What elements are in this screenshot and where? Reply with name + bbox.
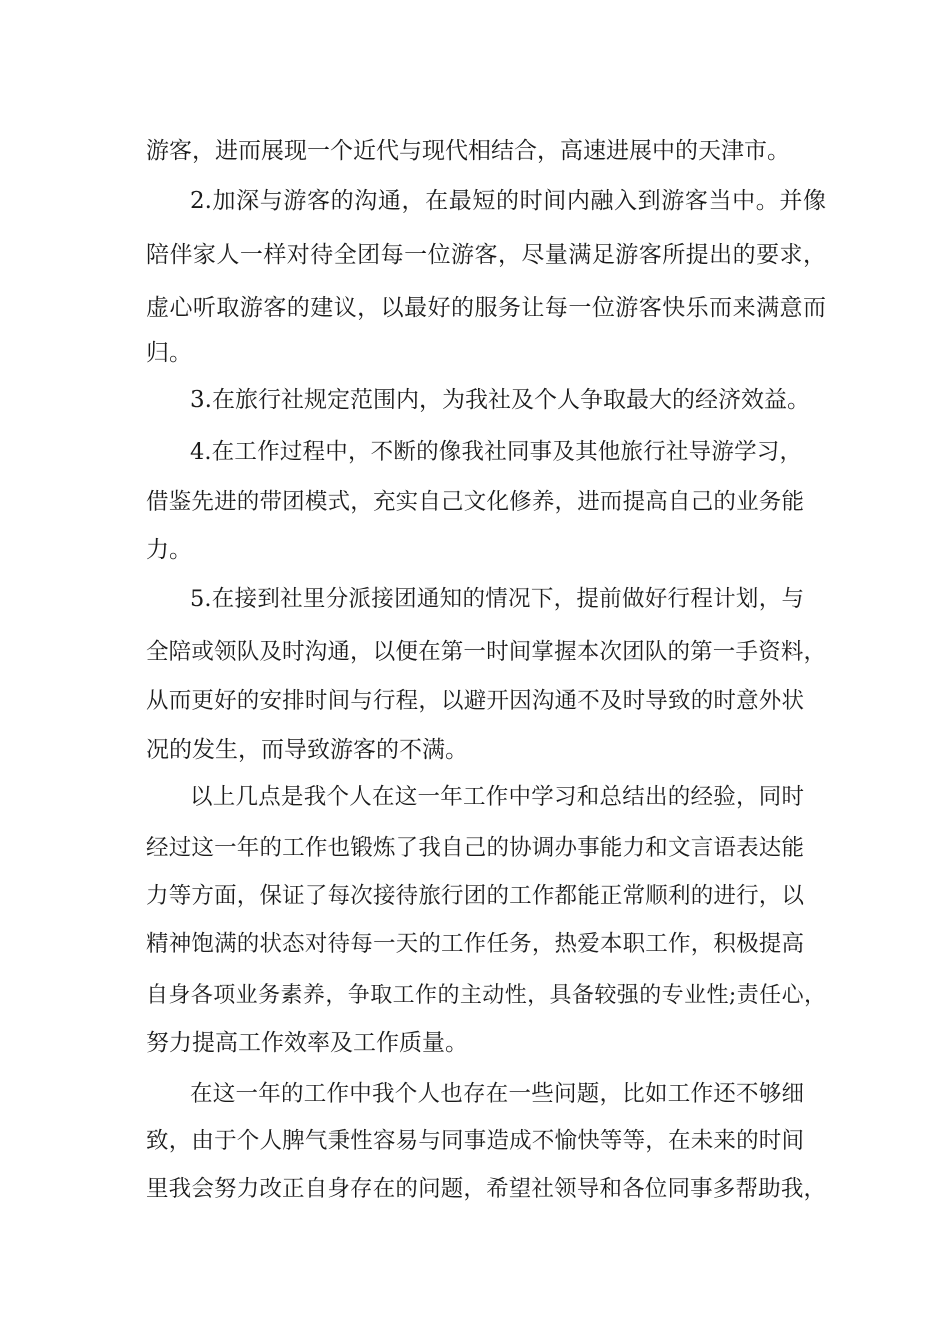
paragraph-line: 虚心听取游客的建议，以最好的服务让每一位游客快乐而来满意而 [146,295,826,321]
paragraph-line: 精神饱满的状态对待每一天的工作任务，热爱本职工作，积极提高 [146,931,804,957]
paragraph-line: 4.在工作过程中，不断的像我社同事及其他旅行社导游学习， [190,439,802,465]
paragraph-line: 全陪或领队及时沟通，以便在第一时间掌握本次团队的第一手资料， [146,639,826,665]
paragraph-line: 从而更好的安排时间与行程，以避开因沟通不及时导致的时意外状 [146,688,804,714]
paragraph-line: 游客，进而展现一个近代与现代相结合，高速进展中的天津市。 [146,138,790,164]
paragraph-line: 努力提高工作效率及工作质量。 [146,1030,468,1056]
paragraph-line: 力等方面，保证了每次接待旅行团的工作都能正常顺利的进行，以 [146,883,804,909]
paragraph-line: 5.在接到社里分派接团通知的情况下，提前做好行程计划，与 [190,586,804,612]
paragraph-line: 借鉴先进的带团模式，充实自己文化修养，进而提高自己的业务能 [146,489,804,515]
paragraph-line: 致，由于个人脾气秉性容易与同事造成不愉快等等，在未来的时间 [146,1128,804,1154]
paragraph-line: 陪伴家人一样对待全团每一位游客，尽量满足游客所提出的要求， [146,242,826,268]
paragraph-line: 自身各项业务素养，争取工作的主动性，具备较强的专业性;责任心， [146,983,826,1008]
paragraph-line: 以上几点是我个人在这一年工作中学习和总结出的经验，同时 [190,784,804,810]
paragraph-line: 2.加深与游客的沟通，在最短的时间内融入到游客当中。并像 [190,188,826,214]
paragraph-line: 里我会努力改正自身存在的问题，希望社领导和各位同事多帮助我， [146,1176,826,1202]
paragraph-line: 力。 [146,537,192,563]
paragraph-line: 经过这一年的工作也锻炼了我自己的协调办事能力和文言语表达能 [146,835,804,861]
paragraph-line: 在这一年的工作中我个人也存在一些问题，比如工作还不够细 [190,1081,804,1107]
paragraph-line: 3.在旅行社规定范围内，为我社及个人争取最大的经济效益。 [190,387,810,413]
paragraph-line: 归。 [146,340,192,366]
paragraph-line: 况的发生，而导致游客的不满。 [146,737,468,763]
